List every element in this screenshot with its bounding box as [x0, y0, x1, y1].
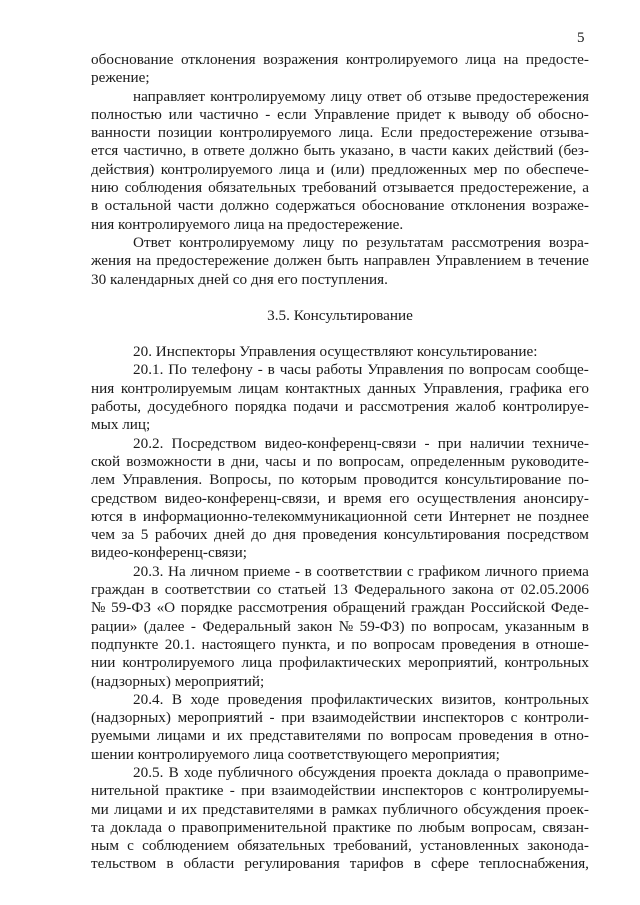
- text-line: действия) контролируемого лица и (или) предложенных мер по обеспече-: [91, 160, 589, 178]
- text-line: работы, досудебного порядка подачи и рассмотрения жалоб контролируе-: [91, 398, 589, 416]
- text-line: ской возможности в дни, часы и по вопросам, определенным руководите-: [91, 452, 589, 470]
- text-line: (надзорных) мероприятий - при взаимодействии инспекторов с контроли-: [91, 709, 589, 727]
- text-line: 20.1. По телефону - в часы работы Управления по вопросам сообще-: [133, 361, 589, 379]
- text-line: мых лиц;: [91, 416, 151, 434]
- text-line: тельством в области регулирования тарифов в сфере теплоснабжения,: [91, 855, 589, 873]
- text-line: обоснование отклонения возражения контролируемого лица на предосте-: [91, 51, 589, 68]
- text-line: полностью или частично - если Управление придет к выводу об обосно-: [91, 105, 589, 123]
- text-line: жения на предостережение должен быть направлен Управлением в течение: [91, 252, 589, 270]
- text-line: та доклада о правоприменительной практике по любым вопросам, связан-: [91, 818, 589, 836]
- page-number: 5: [577, 30, 585, 46]
- text-line: лем Управления. Вопросы, по которым проводится консультирование по-: [91, 471, 589, 489]
- text-line: 30 календарных дней со дня его поступления.: [91, 270, 388, 288]
- paragraph: [91, 343, 589, 361]
- paragraph: [91, 88, 589, 234]
- text-line: Ответ контролируемому лицу по результатам рассмотрения возра-: [133, 233, 589, 251]
- text-line: ным с соблюдением обязательных требований, установленных законода-: [91, 837, 589, 855]
- text-line: 20.2. Посредством видео-конференц-связи - при наличии техниче-: [133, 434, 589, 452]
- text-line: 20.4. В ходе проведения профилактических визитов, контрольных: [133, 690, 589, 708]
- text-line: режение;: [91, 69, 150, 87]
- text-line: № 59-ФЗ «О порядке рассмотрения обращений граждан Российской Феде-: [91, 599, 589, 617]
- paragraph: [91, 51, 589, 88]
- text-line: ми лицами и их представителями в рамках публичного обсуждения проек-: [91, 800, 589, 818]
- text-line: видео-конференц-связи;: [91, 544, 248, 562]
- text-line: чем за 5 рабочих дней до дня проведения консультирования посредством: [91, 526, 589, 544]
- text-line: в остальной части должно содержаться обоснование отклонения возраже-: [91, 197, 589, 215]
- text-line: граждан в соответствии со статьей 13 Федерального закона от 02.05.2006: [91, 581, 589, 599]
- section-heading: 3.5. Консультирование: [267, 306, 413, 324]
- text-line: направляет контролируемому лицу ответ об отзыве предостережения: [133, 87, 589, 105]
- document-body: [91, 51, 589, 874]
- text-line: ния контролируемого лица на предостережение.: [91, 215, 404, 233]
- text-line: подпункте 20.1. настоящего пункта, и по вопросам проведения в отноше-: [91, 635, 589, 653]
- text-line: ния контролируемым лицам контактных данных Управления, графика его: [91, 379, 589, 397]
- text-line: 20.5. В ходе публичного обсуждения проекта доклада о правоприме-: [133, 763, 589, 781]
- paragraph: [91, 691, 589, 764]
- paragraph: [91, 563, 589, 691]
- text-line: шении контролируемого лица соответствующего мероприятия;: [91, 745, 500, 763]
- text-line: средством видео-конференц-связи, и время его осуществления анонсиру-: [91, 489, 589, 507]
- paragraph: [91, 234, 589, 289]
- text-line: ванности позиции контролируемого лица. Если предостережение отзыва-: [91, 124, 589, 142]
- paragraph: [91, 764, 589, 874]
- paragraph: [91, 435, 589, 563]
- text-line: руемыми лицами и их представителями по вопросам проведения в отно-: [91, 727, 589, 745]
- paragraph: [91, 361, 589, 434]
- text-line: нительной практике - при взаимодействии инспекторов с контролируемы-: [91, 782, 589, 800]
- text-line: (надзорных) мероприятий;: [91, 672, 265, 690]
- text-line: рации» (далее - Федеральный закон № 59-ФЗ) по вопросам, указанным в: [91, 617, 589, 635]
- text-line: 20.3. На личном приеме - в соответствии с графиком личного приема: [133, 562, 589, 580]
- text-line: нии контролируемого лица профилактических мероприятий, контрольных: [91, 654, 589, 672]
- text-line: ются в информационно-телекоммуникационной сети Интернет не позднее: [91, 507, 589, 525]
- text-line: 20. Инспекторы Управления осуществляют консультирование:: [133, 343, 538, 361]
- text-line: ется частично, в ответе должно быть указано, в части каких действий (без-: [91, 142, 589, 160]
- text-line: нию соблюдения обязательных требований отзывается предостережение, а: [91, 179, 589, 197]
